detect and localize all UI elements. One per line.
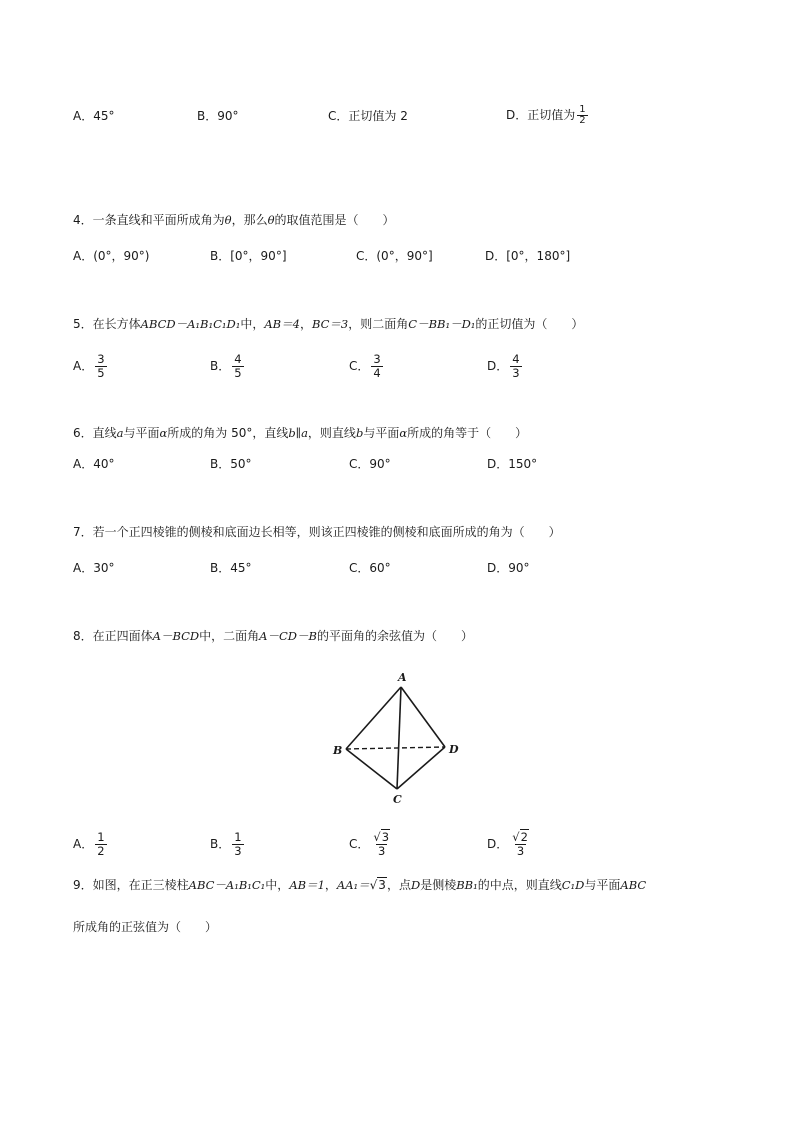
q6-stem-text-1: 6．直线: [73, 426, 117, 440]
q4-option-c: C．(0°，90°]: [356, 249, 433, 263]
q8-option-d-label: D．: [487, 837, 509, 851]
q9-point-d: D: [410, 878, 421, 892]
q5-option-a-label: A．: [73, 359, 94, 373]
q7-option-b: B．45°: [210, 561, 252, 575]
q5-option-b-label: B．: [210, 359, 231, 373]
q3-option-d-den: 2: [579, 115, 586, 126]
q7-option-d: D．90°: [487, 561, 530, 575]
q5-stem-text-1: 5．在长方体: [73, 317, 141, 331]
q5-stem: [73, 316, 583, 332]
q5-option-c-num: 3: [373, 352, 381, 366]
q8-option-c-fraction: [371, 831, 392, 858]
q5-option-a: [73, 351, 107, 381]
q9-stem-line-1: [73, 877, 646, 893]
q8-option-c-label: C．: [349, 837, 370, 851]
q8-option-a-label: A．: [73, 837, 94, 851]
q8-option-b-fraction: [232, 831, 243, 858]
q3-option-d: [506, 101, 588, 129]
q5-bc: BC＝3: [311, 317, 349, 331]
edge-ac: [397, 687, 401, 789]
q5-option-a-fraction: [95, 353, 106, 380]
q9-stem-text-3: ，点: [386, 878, 411, 892]
q5-solid: ABCD－A₁B₁C₁D₁: [140, 317, 241, 331]
vertex-label-d: D: [449, 743, 459, 756]
q8-option-b-den: 3: [234, 844, 242, 858]
q5-option-b: [210, 351, 244, 381]
q8-option-c: [349, 829, 392, 859]
q6-stem: [73, 425, 527, 441]
q9-stem-text-5: 的中点，则直线: [477, 878, 562, 892]
q6-option-c: C．90°: [349, 457, 391, 471]
q9-stem-text-2: 中，: [265, 878, 290, 892]
q4-stem-text-2: ，那么: [231, 213, 268, 227]
q4-stem-text-1: 4．一条直线和平面所成角为: [73, 213, 225, 227]
q8-stem-text-3: 的平面角的余弦值为（ ）: [316, 629, 473, 643]
q8-stem-text-2: 中，二面角: [199, 629, 260, 643]
q3-option-b: B．90°: [197, 109, 239, 123]
q8-option-a-den: 2: [97, 844, 105, 858]
q5-stem-text-4: 的正切值为（ ）: [475, 317, 584, 331]
vertex-label-c: C: [393, 793, 402, 806]
q8-option-b-label: B．: [210, 837, 231, 851]
q6-option-b: B．50°: [210, 457, 252, 471]
q8-option-c-den: 3: [378, 844, 386, 858]
q6-option-a: A．40°: [73, 457, 115, 471]
q8-option-d-radicand: 2: [520, 830, 528, 844]
q5-ab: AB＝4: [264, 317, 300, 331]
q3-option-d-label: D．正切值为: [506, 108, 576, 122]
q9-ab: AB＝1: [289, 878, 325, 892]
q6-line-a: a: [116, 426, 124, 440]
q6-stem-text-5: 与平面: [363, 426, 400, 440]
q6-line-b-parallel: b∥a: [288, 426, 308, 440]
q4-theta: θ: [224, 213, 232, 227]
q9-aa1-radicand: 3: [378, 878, 386, 892]
q6-plane-alpha-2: α: [399, 426, 408, 440]
edge-bc: [346, 749, 397, 789]
q8-option-d-num: [510, 831, 531, 844]
q4-theta-2: θ: [267, 213, 275, 227]
q8-stem: [73, 628, 473, 644]
q5-option-c-label: C．: [349, 359, 370, 373]
q5-option-c-fraction: [371, 353, 382, 380]
q6-stem-text-2: 与平面: [123, 426, 160, 440]
q8-option-b: [210, 829, 244, 859]
q6-line-b: b: [355, 426, 364, 440]
q8-solid: A－BCD: [152, 629, 200, 643]
q9-stem-text-4: 是侧棱: [420, 878, 457, 892]
q8-option-d-fraction: [510, 831, 531, 858]
q6-stem-text-4: ，则直线: [307, 426, 356, 440]
q8-option-d-den: 3: [516, 844, 525, 858]
q5-option-b-fraction: [232, 353, 243, 380]
q9-sep: ，: [324, 878, 337, 892]
q7-option-a: A．30°: [73, 561, 115, 575]
sqrt-sign: √2: [512, 830, 528, 844]
q5-stem-text-2: 中，: [240, 317, 265, 331]
q8-stem-text-1: 8．在正四面体: [73, 629, 153, 643]
vertex-label-b: B: [333, 744, 343, 757]
q5-option-c: [349, 351, 383, 381]
q8-option-c-num: [371, 831, 392, 844]
q5-option-a-den: 5: [97, 366, 105, 380]
q6-plane-alpha: α: [159, 426, 168, 440]
edge-ab: [346, 687, 401, 749]
tetrahedron-figure: [325, 665, 465, 810]
q7-option-c: C．60°: [349, 561, 391, 575]
vertex-label-a: A: [398, 671, 407, 684]
q5-option-d-fraction: [510, 353, 521, 380]
edge-bd-hidden: [346, 747, 445, 749]
q9-plane-abc: ABC: [620, 878, 647, 892]
q5-option-b-den: 5: [234, 366, 242, 380]
q3-option-c: C．正切值为 2: [328, 109, 408, 123]
q6-stem-text-3: 所成的角为 50°，直线: [167, 426, 289, 440]
q8-angle: A－CD－B: [259, 629, 317, 643]
q5-sep: ，: [299, 317, 312, 331]
q7-stem: 7．若一个正四棱锥的侧棱和底面边长相等，则该正四棱锥的侧棱和底面所成的角为（ ）: [73, 525, 561, 539]
q8-option-a: [73, 829, 107, 859]
q6-stem-text-6: 所成的角等于（ ）: [407, 426, 528, 440]
q8-option-c-radicand: 3: [381, 830, 390, 844]
q4-option-d: D．[0°，180°]: [485, 249, 571, 263]
q4-option-a: A．(0°，90°): [73, 249, 150, 263]
q5-option-a-num: 3: [97, 352, 105, 366]
q9-aa1-sqrt: √3: [369, 878, 386, 892]
q5-angle: C－BB₁－D₁: [408, 317, 476, 331]
q8-option-a-num: 1: [97, 830, 105, 844]
q3-option-d-fraction: [577, 105, 587, 126]
sqrt-sign: √3: [373, 830, 390, 844]
q9-prism: ABC－A₁B₁C₁: [188, 878, 266, 892]
q6-option-d: D．150°: [487, 457, 538, 471]
q8-option-d: [487, 829, 531, 859]
q5-stem-text-3: ，则二面角: [348, 317, 409, 331]
q4-stem: [73, 212, 395, 228]
q9-edge-bb1: BB₁: [456, 878, 478, 892]
q5-option-b-num: 4: [234, 352, 242, 366]
q5-option-d-num: 4: [512, 352, 520, 366]
q4-option-b: B．[0°，90°]: [210, 249, 287, 263]
q8-option-a-fraction: [95, 831, 106, 858]
q5-option-d-label: D．: [487, 359, 509, 373]
q4-stem-text-3: 的取值范围是（ ）: [274, 213, 395, 227]
q9-line-c1d: C₁D: [561, 878, 585, 892]
q3-option-a: A．45°: [73, 109, 115, 123]
q5-option-d: [487, 351, 522, 381]
q9-stem-text-6: 与平面: [584, 878, 621, 892]
q9-stem-text-1: 9．如图，在正三棱柱: [73, 878, 189, 892]
q8-option-b-num: 1: [234, 830, 242, 844]
q9-stem-line-2: 所成角的正弦值为（ ）: [73, 920, 218, 934]
q5-option-d-den: 3: [512, 366, 520, 380]
edge-ad: [401, 687, 445, 747]
q3-option-d-num: 1: [579, 104, 586, 115]
q9-aa1: AA₁＝: [336, 878, 370, 892]
q5-option-c-den: 4: [373, 366, 381, 380]
edge-cd: [397, 747, 445, 789]
